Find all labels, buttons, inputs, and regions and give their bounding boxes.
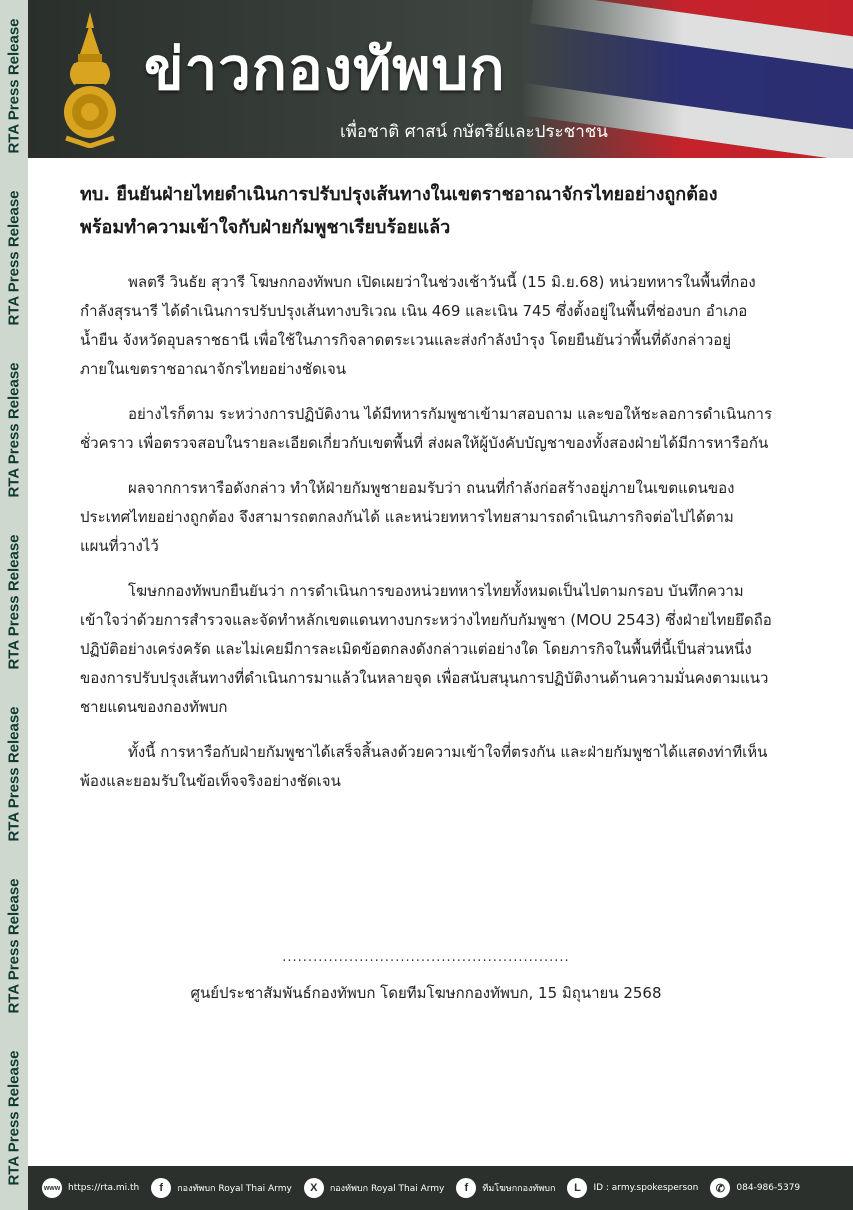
footer-line[interactable] (567, 1178, 698, 1198)
side-label: RTA Press Release (5, 878, 23, 1014)
header-motto: เพื่อชาติ ศาสน์ กษัตริย์และประชาชน (340, 122, 608, 142)
footer-phone[interactable] (710, 1178, 800, 1198)
footer-text: https://rta.mi.th (68, 1183, 140, 1193)
article-body (80, 178, 772, 812)
footer-text: กองทัพบก Royal Thai Army (329, 1184, 445, 1194)
signature-text: ศูนย์ประชาสัมพันธ์กองทัพบก โดยทีมโฆษกกองทัพบก, 15 มิถุนายน 2568 (190, 984, 662, 1002)
side-label: RTA Press Release (5, 190, 23, 326)
footer-website[interactable] (42, 1178, 139, 1198)
side-label: RTA Press Release (5, 534, 23, 670)
side-label: RTA Press Release (5, 1050, 23, 1186)
signature-dots: ........................................................ (282, 950, 570, 965)
signature-block (80, 950, 772, 1005)
phone-icon: ✆ (710, 1178, 730, 1198)
line-icon: L (567, 1178, 587, 1198)
army-emblem-icon (58, 8, 122, 148)
footer-x[interactable] (304, 1178, 445, 1198)
facebook-icon: f (151, 1178, 171, 1198)
x-icon: X (304, 1178, 324, 1198)
footer-text: 084-986-5379 (736, 1183, 801, 1193)
footer-bar (28, 1166, 853, 1210)
side-label: RTA Press Release (5, 706, 23, 842)
footer-facebook-spokesperson[interactable] (456, 1178, 555, 1198)
footer-text: กองทัพบก Royal Thai Army (177, 1184, 292, 1194)
facebook-icon: f (456, 1178, 476, 1198)
article-paragraph: โฆษกกองทัพบกยืนยันว่า การดำเนินการของหน่วยทหารไทยทั้งหมดเป็นไปตามกรอบ บันทึกความเข้าใจว่าด้วยการสำรวจและจัดทำหลักเขตแดนทางบกระหว่างไทยกับกัมพูชา (MOU 2543) ซึ่งฝ่ายไทยยึดถือปฏิบัติอย่างเคร่งครัด และไม่เคยมีการละเมิดข้อตกลงดังกล่าวแต่อย่างใด โดยภารกิจในพื้นที่นี้เป็นส่วนหนึ่งของการปรับปรุงเส้นทางที่ดำเนินการมาแล้วในหลายจุด เพื่อสนับสนุนการปฏิบัติงานด้านความมั่นคงตามแนวชายแดนของกองทัพบก (80, 582, 772, 716)
footer-facebook[interactable] (151, 1178, 292, 1198)
header-banner (28, 0, 853, 158)
article-paragraph: ผลจากการหารือดังกล่าว ทำให้ฝ่ายกัมพูชายอมรับว่า ถนนที่กำลังก่อสร้างอยู่ภายในเขตแดนของประเทศไทยอย่างถูกต้อง จึงสามารถตกลงกันได้ และหน่วยทหารไทยสามารถดำเนินภารกิจต่อไปได้ตามแผนที่วางไว้ (80, 479, 735, 555)
article-paragraph: พลตรี วินธัย สุวารี โฆษกกองทัพบก เปิดเผยว่าในช่วงเช้าวันนี้ (15 มิ.ย.68) หน่วยทหารในพื้นที่กองกำลังสุรนารี ได้ดำเนินการปรับปรุงเส้นทางบริเวณ เนิน 469 และเนิน 745 ซึ่งตั้งอยู่ในพื้นที่ช่องบก อำเภอน้ำยืน จังหวัดอุบลราชธานี เพื่อใช้ในภารกิจลาดตระเวนและส่งกำลังบำรุง โดยยืนยันว่าพื้นที่ดังกล่าวอยู่ภายในเขตราชอาณาจักรไทยอย่างชัดเจน (80, 273, 756, 378)
web-icon: www (42, 1178, 62, 1198)
page-title: ข่าวกองทัพบก (144, 35, 506, 103)
side-label: RTA Press Release (5, 18, 23, 154)
footer-text: ID : army.spokesperson (593, 1183, 699, 1193)
footer-text: ทีมโฆษกกองทัพบก (482, 1184, 556, 1194)
article-paragraph: ทั้งนี้ การหารือกับฝ่ายกัมพูชาได้เสร็จสิ้นลงด้วยความเข้าใจที่ตรงกัน และฝ่ายกัมพูชาได้แสดงท่าทีเห็นพ้องและยอมรับในข้อเท็จจริงอย่างชัดเจน (80, 743, 768, 790)
headline-line: พร้อมทำความเข้าใจกับฝ่ายกัมพูชาเรียบร้อยแล้ว (80, 217, 451, 238)
article-paragraph: อย่างไรก็ตาม ระหว่างการปฏิบัติงาน ได้มีทหารกัมพูชาเข้ามาสอบถาม และขอให้ชะลอการดำเนินการชั่วคราว เพื่อตรวจสอบในรายละเอียดเกี่ยวกับเขตพื้นที่ ส่งผลให้ผู้บังคับบัญชาของทั้งสองฝ่ายได้มีการหารือกัน (80, 405, 773, 452)
article-headline (80, 178, 772, 244)
headline-line: ทบ. ยืนยันฝ่ายไทยดำเนินการปรับปรุงเส้นทางในเขตราชอาณาจักรไทยอย่างถูกต้อง (80, 184, 718, 205)
side-label: RTA Press Release (5, 362, 23, 498)
side-strip (0, 0, 28, 1210)
